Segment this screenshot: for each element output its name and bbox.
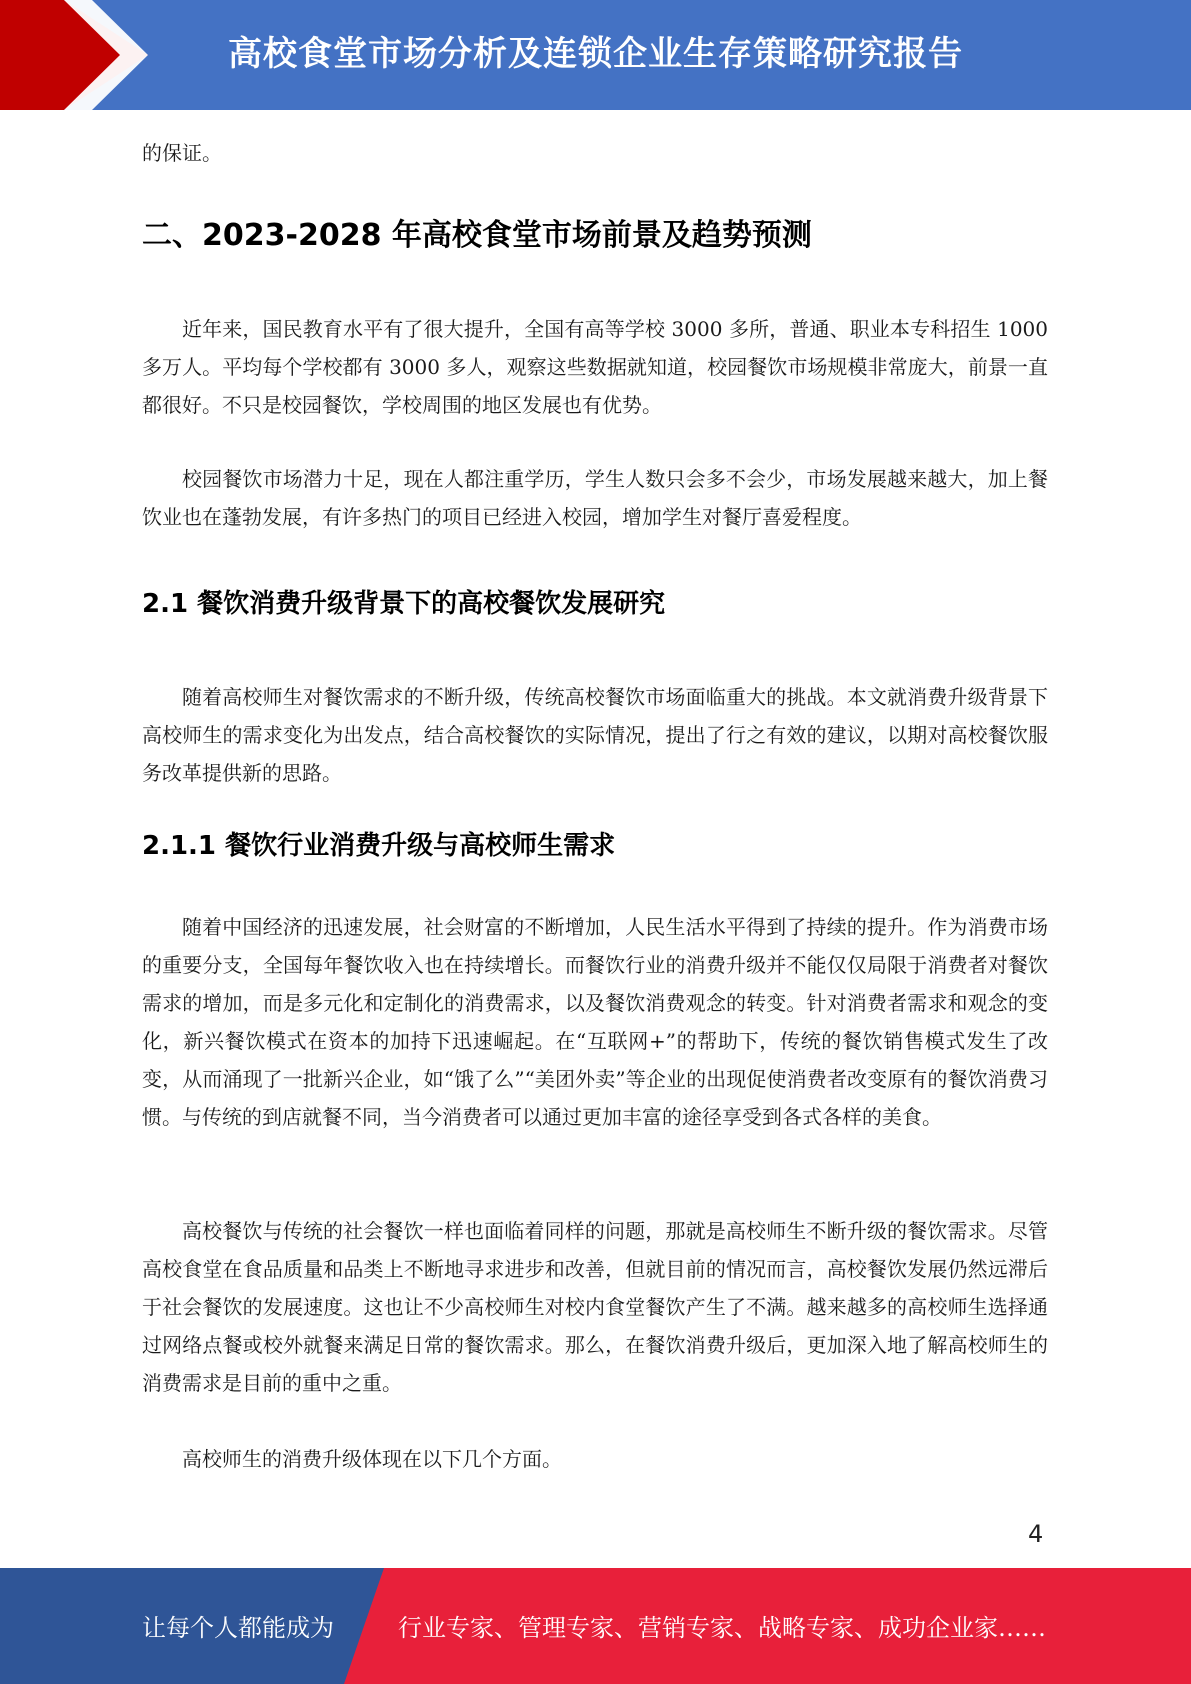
paragraph-6: 高校师生的消费升级体现在以下几个方面。 — [182, 1447, 562, 1471]
page-footer — [0, 1568, 1191, 1684]
report-title: 高校食堂市场分析及连锁企业生存策略研究报告 — [228, 34, 963, 74]
continued-paragraph: 的保证。 — [142, 141, 222, 165]
paragraph-2: 校园餐饮市场潜力十足，现在人都注重学历，学生人数只会多不会少，市场发展越来越大，加上餐饮业也在蓬勃发展，有许多热门的项目已经进入校园，增加学生对餐厅喜爱程度。 — [142, 467, 1048, 529]
footer-slogan-left: 让每个人都能成为 — [142, 1614, 334, 1642]
paragraph-4: 随着中国经济的迅速发展，社会财富的不断增加，人民生活水平得到了持续的提升。作为消费市场的重要分支，全国每年餐饮收入也在持续增长。而餐饮行业的消费升级并不能仅仅局限于消费者对餐饮需求的增加，而是多元化和定制化的消费需求，以及餐饮消费观念的转变。针对消费者需求和观念的变化，新兴餐饮模式在资本的加持下迅速崛起。在“互联网+”的帮助下，传统的餐饮销售模式发生了改变，从而涌现了一批新兴企业，如“饿了么”“美团外卖”等企业的出现促使消费者改变原有的餐饮消费习惯。与传统的到店就餐不同，当今消费者可以通过更加丰富的途径享受到各式各样的美食。 — [142, 915, 1048, 1129]
paragraph-3: 随着高校师生对餐饮需求的不断升级，传统高校餐饮市场面临重大的挑战。本文就消费升级背景下高校师生的需求变化为出发点，结合高校餐饮的实际情况，提出了行之有效的建议，以期对高校餐饮服务改革提供新的思路。 — [142, 685, 1048, 785]
page-header — [0, 0, 1191, 110]
paragraph-5: 高校餐饮与传统的社会餐饮一样也面临着同样的问题，那就是高校师生不断升级的餐饮需求。尽管高校食堂在食品质量和品类上不断地寻求进步和改善，但就目前的情况而言，高校餐饮发展仍然远滞后于社会餐饮的发展速度。这也让不少高校师生对校内食堂餐饮产生了不满。越来越多的高校师生选择通过网络点餐或校外就餐来满足日常的餐饮需求。那么，在餐饮消费升级后，更加深入地了解高校师生的消费需求是目前的重中之重。 — [142, 1219, 1048, 1395]
paragraph-1: 近年来，国民教育水平有了很大提升，全国有高等学校 3000 多所，普通、职业本专科招生 1000 多万人。平均每个学校都有 3000 多人，观察这些数据就知道，校园餐饮市场规模非常庞大，前景一直都很好。不只是校园餐饮，学校周围的地区发展也有优势。 — [142, 317, 1048, 417]
page-number: 4 — [1028, 1520, 1044, 1548]
subsection-heading: 2.1 餐饮消费升级背景下的高校餐饮发展研究 — [142, 589, 666, 619]
footer-slogan-right: 行业专家、管理专家、营销专家、战略专家、成功企业家…… — [398, 1614, 1046, 1642]
header-arrow-decoration — [0, 0, 160, 110]
subsubsection-heading: 2.1.1 餐饮行业消费升级与高校师生需求 — [142, 831, 616, 861]
section-heading: 二、2023-2028 年高校食堂市场前景及趋势预测 — [142, 218, 812, 253]
